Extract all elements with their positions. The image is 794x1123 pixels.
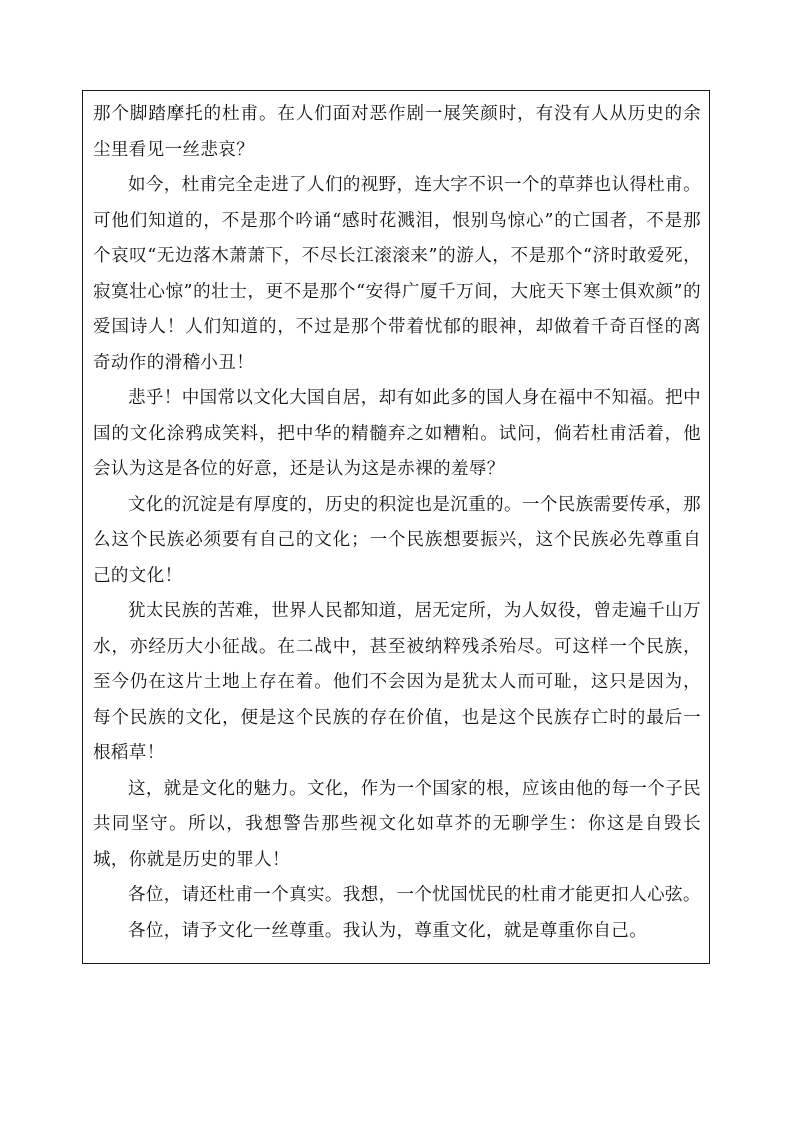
essay-text-box	[82, 90, 710, 964]
essay-paragraph-1: 那个脚踏摩托的杜甫。在人们面对恶作剧一展笑颜时，有没有人从历史的余尘里看见一丝悲哀？	[93, 104, 701, 160]
essay-paragraph-4: 文化的沉淀是有厚度的，历史的积淀也是沉重的。一个民族需要传承，那么这个民族必须要有自己的文化；一个民族想要振兴，这个民族必先尊重自己的文化！	[93, 494, 701, 586]
essay-paragraph-2: 如今，杜甫完全走进了人们的视野，连大字不识一个的草莽也认得杜甫。可他们知道的，不是那个吟诵“感时花溅泪，恨别鸟惊心”的亡国者，不是那个哀叹“无边落木萧萧下，不尽长江滚滚来”的游人，不是那个“济时敢爱死，寂寞壮心惊”的壮士，更不是那个“安得广厦千万间，大庇天下寒士俱欢颜”的爱国诗人！人们知道的，不过是那个带着忧郁的眼神，却做着千奇百怪的离奇动作的滑稽小丑！	[93, 175, 701, 373]
essay-paragraph-8: 各位，请予文化一丝尊重。我认为，尊重文化，就是尊重你自己。	[128, 920, 648, 941]
essay-paragraph-6: 这，就是文化的魅力。文化，作为一个国家的根，应该由他的每一个子民共同坚守。所以，我想警告那些视文化如草芥的无聊学生：你这是自毁长城，你就是历史的罪人！	[93, 778, 701, 870]
essay-paragraph-5: 犹太民族的苦难，世界人民都知道，居无定所，为人奴役，曾走遍千山万水，亦经历大小征战。在二战中，甚至被纳粹残杀殆尽。可这样一个民族，至今仍在这片土地上存在着。他们不会因为是犹太人而可耻，这只是因为，每个民族的文化，便是这个民族的存在价值，也是这个民族存亡时的最后一根稻草！	[93, 601, 701, 763]
essay-paragraph-3: 悲乎！中国常以文化大国自居，却有如此多的国人身在福中不知福。把中国的文化涂鸦成笑料，把中华的精髓弃之如糟粕。试问，倘若杜甫活着，他会认为这是各位的好意，还是认为这是赤裸的羞辱？	[93, 388, 701, 479]
essay-paragraph-7: 各位，请还杜甫一个真实。我想，一个忧国忧民的杜甫才能更扣人心弦。	[128, 885, 701, 905]
